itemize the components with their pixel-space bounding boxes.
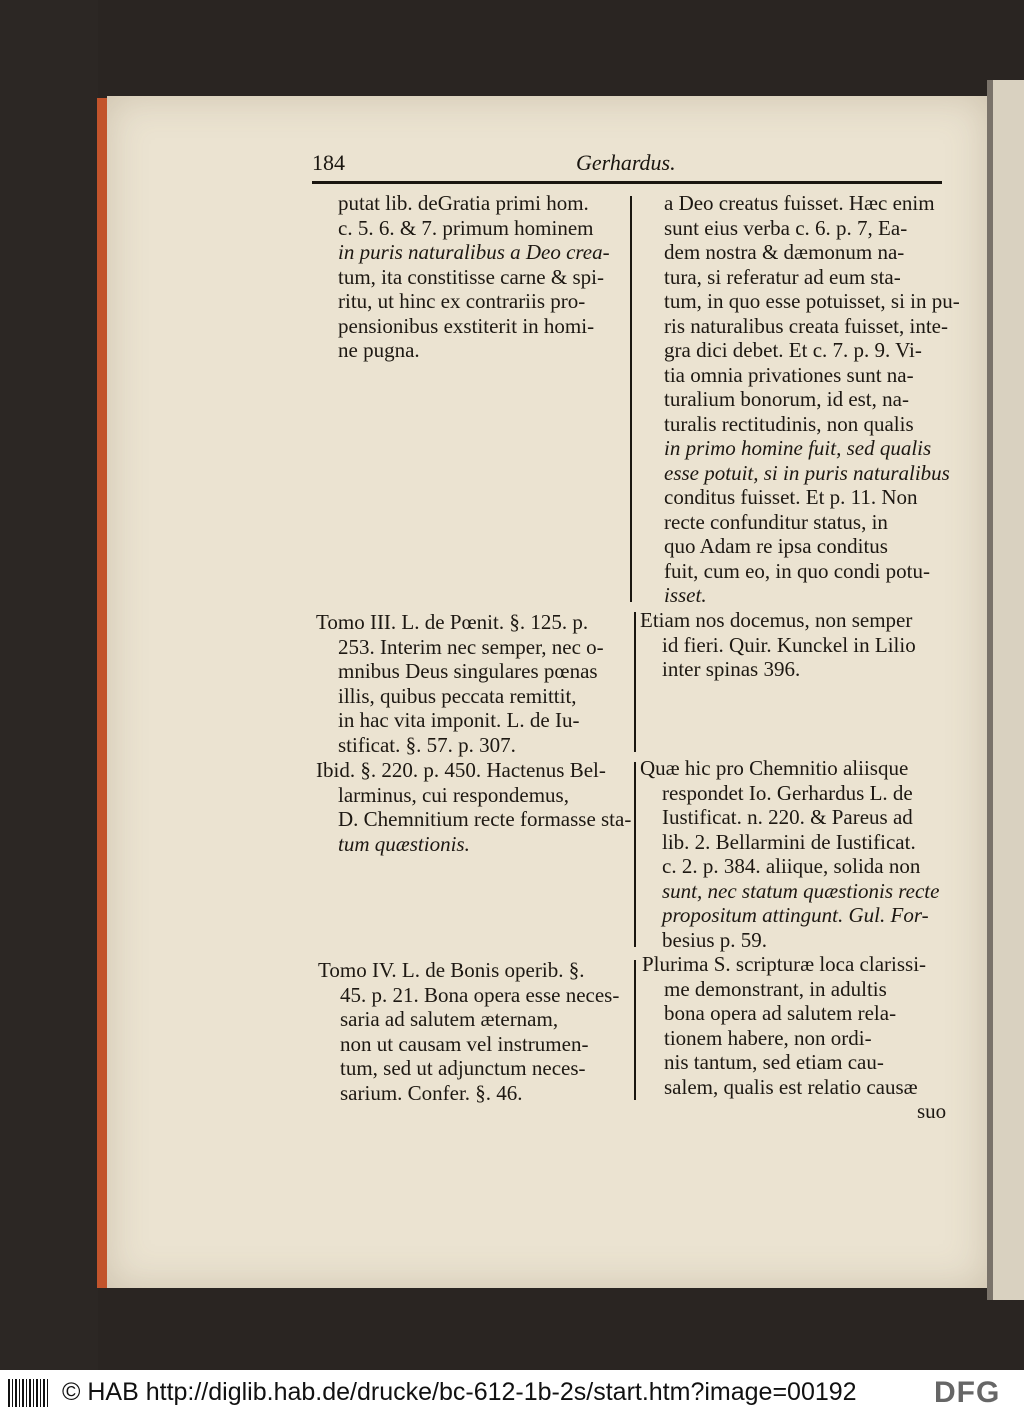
- text-line: tionem habere, non ordi-: [664, 1025, 872, 1050]
- text-line: in primo homine fuit, sed qualis: [664, 436, 932, 460]
- text-line: inter spinas 396.: [662, 657, 801, 681]
- text-line: respondet Io. Gerhardus L. de: [662, 780, 913, 805]
- text-line: Etiam nos docemus, non semper: [640, 608, 913, 632]
- text-line: tum, ita constitisse carne & spi-: [338, 264, 604, 289]
- text-line: bona opera ad salutem rela-: [664, 1001, 897, 1025]
- text-line: in hac vita imponit. L. de Iu-: [338, 708, 580, 732]
- text-line: tum, in quo esse potuisset, si in pu-: [664, 289, 960, 313]
- text-line: pensionibus exstiterit in homi-: [338, 313, 595, 338]
- text-line: a Deo creatus fuisset. Hæc enim: [664, 191, 935, 215]
- running-head: Gerhardus.: [576, 150, 676, 175]
- entry-3-left: [316, 758, 631, 856]
- page-number: 184: [312, 150, 345, 175]
- text-line: stificat. §. 57. p. 307.: [338, 732, 516, 757]
- text-line: Ibid. §. 220. p. 450. Hactenus Bel-: [316, 758, 606, 782]
- text-line: tura, si referatur ad eum sta-: [664, 264, 901, 289]
- text-line: tia omnia privationes sunt na-: [664, 362, 914, 387]
- text-line: quo Adam re ipsa conditus: [664, 534, 888, 558]
- text-line: Iustificat. n. 220. & Pareus ad: [662, 805, 913, 829]
- text-line: conditus fuisset. Et p. 11. Non: [664, 485, 918, 509]
- text-line: dem nostra & dæmonum na-: [664, 240, 905, 264]
- entry-1-left: [338, 191, 610, 363]
- text-line: sarium. Confer. §. 46.: [340, 1080, 523, 1105]
- text-line: gra dici debet. Et c. 7. p. 9. Vi-: [664, 338, 922, 362]
- dfg-logo: DFG: [934, 1376, 1001, 1409]
- entry-4-left: [318, 958, 619, 1105]
- text-line: mnibus Deus singulares pœnas: [338, 659, 598, 683]
- text-line: suo: [917, 1099, 947, 1123]
- text-line: in puris naturalibus a Deo crea-: [338, 240, 610, 264]
- text-line: lib. 2. Bellarmini de Iustificat.: [662, 829, 916, 854]
- text-line: salem, qualis est relatio causæ: [664, 1074, 918, 1099]
- text-line: sunt eius verba c. 6. p. 7, Ea-: [664, 215, 908, 240]
- text-line: saria ad salutem æternam,: [340, 1007, 559, 1031]
- text-line: turalium bonorum, id est, na-: [664, 387, 909, 411]
- text-line: recte confunditur status, in: [664, 509, 888, 534]
- column-rule: [630, 196, 632, 602]
- book-cover-edge: [0, 0, 98, 1370]
- column-rule: [634, 762, 636, 947]
- text-line: c. 2. p. 384. aliique, solida non: [662, 854, 921, 878]
- entry-2-right: [640, 608, 916, 682]
- text-line: tum, sed ut adjunctum neces-: [340, 1056, 586, 1080]
- text-line: 253. Interim nec semper, nec o-: [338, 634, 604, 659]
- text-line: c. 5. 6. & 7. primum hominem: [338, 215, 594, 240]
- footer-bar: [0, 1370, 1024, 1417]
- text-line: Quæ hic pro Chemnitio aliisque: [640, 756, 909, 780]
- entry-1-right: [664, 191, 960, 608]
- text-line: ne pugna.: [338, 338, 420, 362]
- text-line: larminus, cui respondemus,: [338, 782, 569, 807]
- adjacent-page-edge: [987, 80, 1024, 1300]
- text-line: id fieri. Quir. Kunckel in Lilio: [662, 632, 916, 657]
- entry-3-right: [640, 756, 939, 952]
- text-line: nis tantum, sed etiam cau-: [664, 1050, 884, 1074]
- text-line: 45. p. 21. Bona opera esse neces-: [340, 982, 620, 1007]
- text-line: propositum attingunt. Gul. For-: [662, 903, 929, 927]
- text-line: Tomo IV. L. de Bonis operib. §.: [318, 958, 585, 982]
- entry-4-right: [642, 952, 946, 1124]
- header-rule: [312, 181, 942, 184]
- text-line: putat lib. deGratia primi hom.: [338, 191, 589, 215]
- text-line: besius p. 59.: [662, 927, 767, 952]
- entry-2-left: [316, 610, 604, 757]
- column-rule: [634, 960, 636, 1100]
- text-line: isset.: [664, 583, 707, 607]
- source-citation: © HAB http://diglib.hab.de/drucke/bc-612-1b-2s/start.htm?image=00192: [62, 1378, 857, 1406]
- barcode-icon: [8, 1379, 48, 1407]
- text-line: illis, quibus peccata remittit,: [338, 683, 577, 708]
- text-line: sunt, nec statum quæstionis recte: [662, 878, 940, 903]
- page-edge-stain: [97, 98, 107, 1288]
- text-line: Tomo III. L. de Pœnit. §. 125. p.: [316, 610, 589, 634]
- text-line: fuit, cum eo, in quo condi potu-: [664, 558, 930, 583]
- text-line: Plurima S. scripturæ loca clarissi-: [642, 952, 927, 976]
- column-rule: [634, 612, 636, 752]
- text-line: turalis rectitudinis, non qualis: [664, 411, 914, 436]
- text-line: non ut causam vel instrumen-: [340, 1031, 589, 1056]
- text-line: D. Chemnitium recte formasse sta-: [338, 807, 632, 831]
- text-line: me demonstrant, in adultis: [664, 976, 887, 1001]
- text-line: ritu, ut hinc ex contrariis pro-: [338, 289, 586, 313]
- text-line: esse potuit, si in puris naturalibus: [664, 460, 950, 485]
- text-line: ris naturalibus creata fuisset, inte-: [664, 313, 948, 338]
- text-line: tum quæstionis.: [338, 831, 470, 856]
